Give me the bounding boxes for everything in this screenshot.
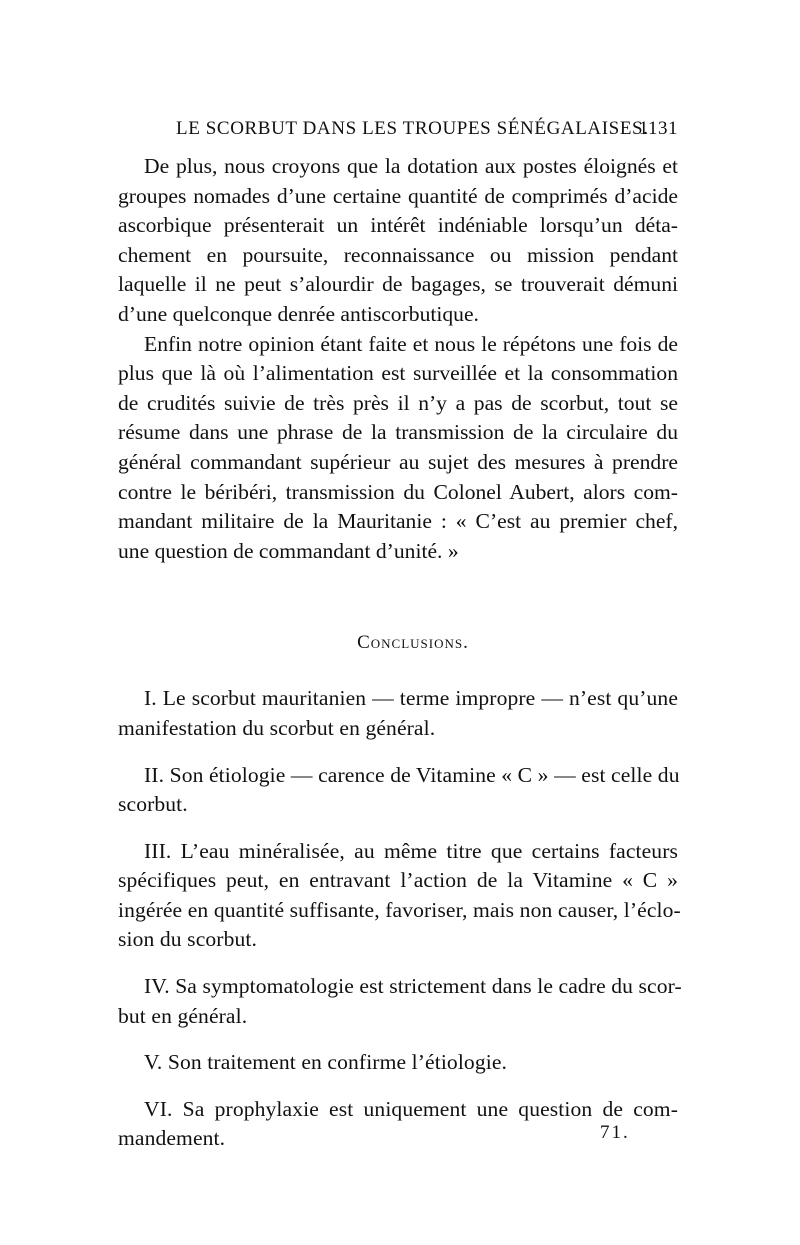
page-number: 1131	[638, 118, 678, 139]
running-title: LE SCORBUT DANS LES TROUPES SÉNÉGALAISES.	[176, 118, 649, 139]
conclusion-item-5	[118, 1048, 678, 1078]
text-line: laquelle il ne peut s’alourdir de bagages, se trouverait démuni	[118, 272, 678, 297]
text-line: I. Le scorbut mauritanien — terme impropre — n’est qu’une	[144, 686, 678, 711]
text-line: scorbut.	[118, 792, 188, 817]
text-line: VI. Sa prophylaxie est uniquement une question de com-	[144, 1096, 678, 1121]
conclusions-heading: Conclusions.	[357, 632, 469, 654]
text-line: plus que là où l’alimentation est surveillée et la consommation	[118, 361, 678, 386]
text-line: d’une quelconque denrée antiscorbutique.	[118, 301, 479, 326]
text-line: ingérée en quantité suffisante, favoriser, mais non causer, l’éclo-	[118, 897, 681, 922]
page-body	[118, 152, 682, 1171]
text-line: ascorbique présenterait un intérêt indéniable lorsqu’un déta-	[118, 213, 678, 238]
text-line: de crudités suivie de très près il n’y a pas de scorbut, tout se	[118, 390, 678, 415]
text-line: II. Son étiologie — carence de Vitamine « C » — est celle du	[144, 762, 680, 787]
conclusion-item-2	[118, 761, 678, 820]
text-line: général commandant supérieur au sujet des mesures à prendre	[118, 449, 678, 474]
text-line: une question de commandant d’unité. »	[118, 538, 459, 563]
text-line: mandement.	[118, 1126, 226, 1151]
text-line: V. Son traitement en confirme l’étiologie.	[144, 1050, 508, 1075]
text-line: résume dans une phrase de la transmission de la circulaire du	[118, 420, 678, 445]
text-line: but en général.	[118, 1003, 248, 1028]
text-line: III. L’eau minéralisée, au même titre que certains facteurs	[144, 838, 678, 863]
running-header	[118, 118, 678, 144]
printer-signature-mark: 71.	[600, 1122, 630, 1143]
text-line: IV. Sa symptomatologie est strictement dans le cadre du scor-	[144, 974, 682, 999]
section-heading	[118, 632, 678, 654]
conclusion-item-1	[118, 684, 678, 743]
text-line: spécifiques peut, en entravant l’action de la Vitamine « C »	[118, 868, 678, 893]
conclusion-item-4	[118, 972, 682, 1031]
paragraph-dotation	[118, 152, 678, 330]
conclusion-item-6	[118, 1095, 678, 1154]
text-line: chement en poursuite, reconnaissance ou mission pendant	[118, 242, 678, 267]
text-line: contre le béribéri, transmission du Colonel Aubert, alors com-	[118, 479, 678, 504]
text-line: manifestation du scorbut en général.	[118, 715, 436, 740]
text-line: sion du scorbut.	[118, 927, 257, 952]
conclusion-item-3	[118, 837, 681, 955]
text-line: mandant militaire de la Mauritanie : « C’est au premier chef,	[118, 509, 678, 534]
paragraph-enfin	[118, 330, 678, 567]
text-line: Enfin notre opinion étant faite et nous le répétons une fois de	[144, 331, 678, 356]
text-line: groupes nomades d’une certaine quantité de comprimés d’acide	[118, 183, 678, 208]
text-line: De plus, nous croyons que la dotation aux postes éloignés et	[144, 154, 678, 178]
